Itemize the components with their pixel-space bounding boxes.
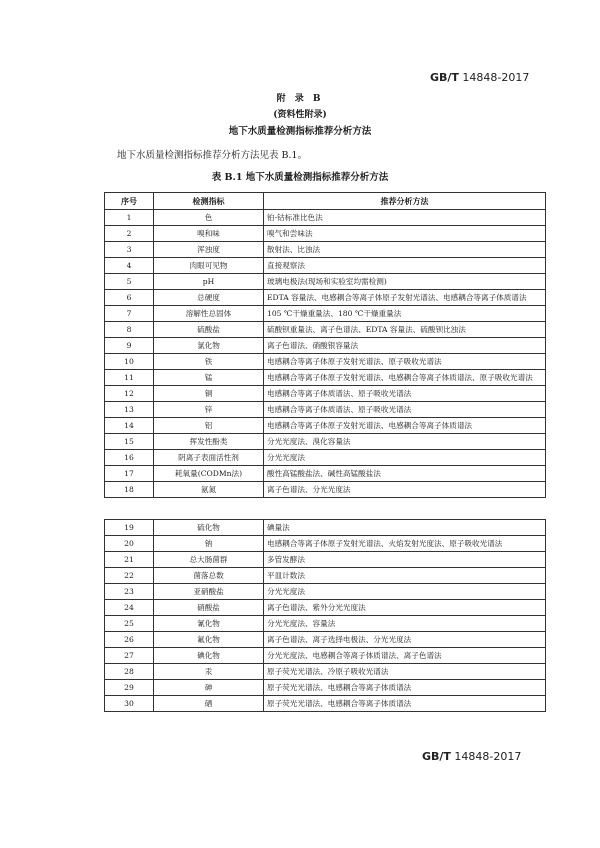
table-row	[105, 552, 546, 568]
row-number: 8	[105, 322, 154, 338]
indicator-name: 氰化物	[154, 616, 264, 632]
row-number: 15	[105, 434, 154, 450]
row-number: 1	[105, 210, 154, 226]
row-number: 20	[105, 536, 154, 552]
method-text: 电感耦合等离子体原子发射光谱法、电感耦合等离子体质谱法、原子吸收光谱法	[264, 370, 546, 386]
row-number: 4	[105, 258, 154, 274]
table-row	[105, 306, 546, 322]
column-header-method: 推荐分析方法	[264, 193, 546, 210]
indicator-name: 浑浊度	[154, 242, 264, 258]
column-header-item: 检测指标	[154, 193, 264, 210]
method-text: 分光光度法	[264, 450, 546, 466]
standard-code-header	[430, 71, 529, 84]
row-number: 11	[105, 370, 154, 386]
table-row	[105, 418, 546, 434]
method-text: 酸性高锰酸盐法、碱性高锰酸盐法	[264, 466, 546, 482]
indicator-name: 阴离子表面活性剂	[154, 450, 264, 466]
indicator-name: 挥发性酚类	[154, 434, 264, 450]
indicator-name: 铁	[154, 354, 264, 370]
method-text: 直接观察法	[264, 258, 546, 274]
indicator-name: 汞	[154, 664, 264, 680]
standard-code-prefix: GB/T	[422, 750, 451, 763]
table-row	[105, 322, 546, 338]
table-row	[105, 354, 546, 370]
table-row	[105, 632, 546, 648]
row-number: 6	[105, 290, 154, 306]
indicator-name: 色	[154, 210, 264, 226]
appendix-title: 附 录 B	[276, 94, 324, 104]
row-number: 18	[105, 482, 154, 498]
row-number: 23	[105, 584, 154, 600]
method-text: 分光光度法	[264, 584, 546, 600]
row-number: 10	[105, 354, 154, 370]
method-text: 电感耦合等离子体原子发射光谱法、原子吸收光谱法	[264, 354, 546, 370]
row-number: 25	[105, 616, 154, 632]
row-number: 22	[105, 568, 154, 584]
appendix-heading: 地下水质量检测指标推荐分析方法	[228, 126, 372, 137]
method-text: 离子色谱法、紫外分光光度法	[264, 600, 546, 616]
row-number: 2	[105, 226, 154, 242]
indicator-name: 砷	[154, 680, 264, 696]
indicator-name: 碘化物	[154, 648, 264, 664]
indicator-name: 硒	[154, 696, 264, 712]
method-text: 电感耦合等离子体质谱法、原子吸收光谱法	[264, 386, 546, 402]
method-text: 散射法、比浊法	[264, 242, 546, 258]
standard-code-number: 14848-2017	[450, 750, 522, 763]
indicator-name: 硝酸盐	[154, 600, 264, 616]
table-title: 表 B.1 地下水质量检测指标推荐分析方法	[211, 172, 389, 183]
row-number: 24	[105, 600, 154, 616]
table-row	[105, 680, 546, 696]
table-row	[105, 210, 546, 226]
method-text: 多管发酵法	[264, 552, 546, 568]
table-row	[105, 274, 546, 290]
row-number: 3	[105, 242, 154, 258]
method-text: 嗅气和尝味法	[264, 226, 546, 242]
method-text: 电感耦合等离子体质谱法、原子吸收光谱法	[264, 402, 546, 418]
method-table-part1	[104, 192, 546, 498]
method-text: 原子荧光光谱法、电感耦合等离子体质谱法	[264, 680, 546, 696]
row-number: 19	[105, 520, 154, 536]
row-number: 27	[105, 648, 154, 664]
row-number: 28	[105, 664, 154, 680]
method-text: 硫酸钡重量法、离子色谱法、EDTA 容量法、硫酸钡比浊法	[264, 322, 546, 338]
row-number: 12	[105, 386, 154, 402]
table-row	[105, 696, 546, 712]
method-text: 离子色谱法、离子选择电极法、分光光度法	[264, 632, 546, 648]
table-row	[105, 648, 546, 664]
row-number: 9	[105, 338, 154, 354]
indicator-name: 硫化物	[154, 520, 264, 536]
table-row	[105, 466, 546, 482]
method-text: 105 ℃干燥重量法、180 ℃干燥重量法	[264, 306, 546, 322]
row-number: 29	[105, 680, 154, 696]
indicator-name: 菌落总数	[154, 568, 264, 584]
table-row	[105, 258, 546, 274]
row-number: 30	[105, 696, 154, 712]
method-table-part2	[104, 519, 546, 712]
column-header-no: 序号	[105, 193, 154, 210]
table-row	[105, 242, 546, 258]
method-text: 原子荧光光谱法、冷原子吸收光谱法	[264, 664, 546, 680]
method-text: 离子色谱法、硝酸银容量法	[264, 338, 546, 354]
method-text: 电感耦合等离子体原子发射光谱法、火焰发射光度法、原子吸收光谱法	[264, 536, 546, 552]
table-row	[105, 584, 546, 600]
indicator-name: 锰	[154, 370, 264, 386]
row-number: 16	[105, 450, 154, 466]
intro-paragraph: 地下水质量检测指标推荐分析方法见表 B.1。	[117, 150, 308, 161]
method-text: 碘量法	[264, 520, 546, 536]
appendix-subtitle: (资料性附录)	[273, 110, 327, 120]
table-row	[105, 226, 546, 242]
table-row	[105, 568, 546, 584]
row-number: 5	[105, 274, 154, 290]
indicator-name: 铝	[154, 418, 264, 434]
table-row	[105, 290, 546, 306]
indicator-name: 总大肠菌群	[154, 552, 264, 568]
row-number: 17	[105, 466, 154, 482]
method-text: 电感耦合等离子体原子发射光谱法、电感耦合等离子体质谱法	[264, 418, 546, 434]
indicator-name: 钠	[154, 536, 264, 552]
method-text: 平皿计数法	[264, 568, 546, 584]
indicator-name: 总硬度	[154, 290, 264, 306]
row-number: 13	[105, 402, 154, 418]
table-row	[105, 520, 546, 536]
method-text: 玻璃电极法(现场和实验室均需检测)	[264, 274, 546, 290]
method-text: 分光光度法、溴化容量法	[264, 434, 546, 450]
indicator-name: 锌	[154, 402, 264, 418]
table-row	[105, 370, 546, 386]
indicator-name: 氯化物	[154, 338, 264, 354]
indicator-name: 肉眼可见物	[154, 258, 264, 274]
method-text: 离子色谱法、分光光度法	[264, 482, 546, 498]
indicator-name: 耗氧量(CODMn法)	[154, 466, 264, 482]
table-row	[105, 616, 546, 632]
standard-code-prefix: GB/T	[430, 71, 459, 84]
indicator-name: 氨氮	[154, 482, 264, 498]
method-text: 铂-钴标准比色法	[264, 210, 546, 226]
method-text: 分光光度法、电感耦合等离子体质谱法、离子色谱法	[264, 648, 546, 664]
indicator-name: 铜	[154, 386, 264, 402]
indicator-name: 溶解性总固体	[154, 306, 264, 322]
table-row	[105, 450, 546, 466]
method-text: EDTA 容量法、电感耦合等离子体原子发射光谱法、电感耦合等离子体质谱法	[264, 290, 546, 306]
table-row	[105, 600, 546, 616]
method-text: 分光光度法、容量法	[264, 616, 546, 632]
table-row	[105, 482, 546, 498]
indicator-name: 硫酸盐	[154, 322, 264, 338]
method-text: 原子荧光光谱法、电感耦合等离子体质谱法	[264, 696, 546, 712]
indicator-name: 氟化物	[154, 632, 264, 648]
standard-code-footer	[422, 750, 521, 763]
indicator-name: 嗅和味	[154, 226, 264, 242]
table-row	[105, 434, 546, 450]
row-number: 14	[105, 418, 154, 434]
row-number: 7	[105, 306, 154, 322]
table-row	[105, 664, 546, 680]
standard-code-number: 14848-2017	[458, 71, 530, 84]
indicator-name: 亚硝酸盐	[154, 584, 264, 600]
row-number: 21	[105, 552, 154, 568]
table-row	[105, 386, 546, 402]
table-row	[105, 402, 546, 418]
row-number: 26	[105, 632, 154, 648]
table-row	[105, 338, 546, 354]
table-header-row	[105, 193, 546, 210]
indicator-name: pH	[154, 274, 264, 290]
table-row	[105, 536, 546, 552]
